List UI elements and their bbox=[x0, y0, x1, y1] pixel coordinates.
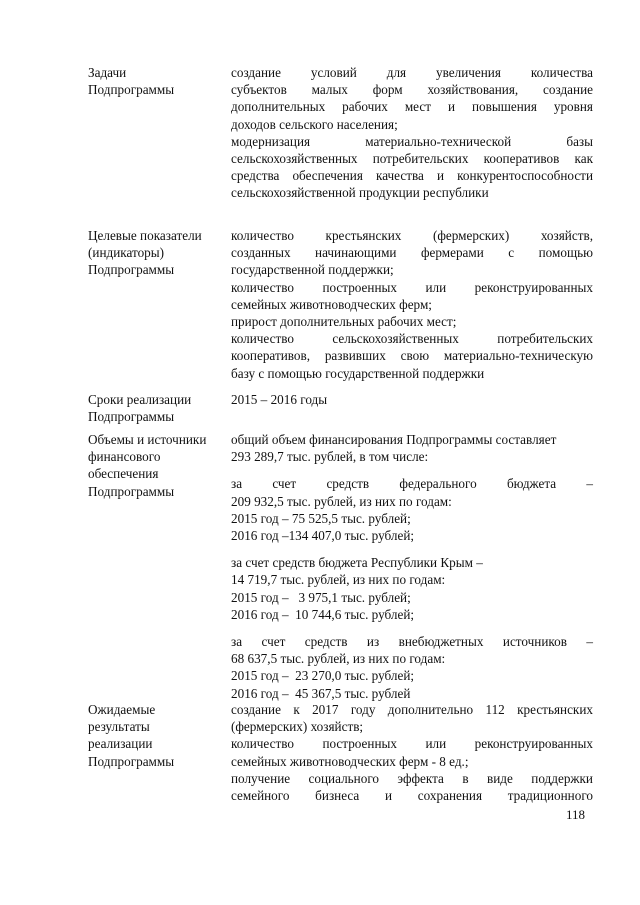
content-line: 2016 год – 10 744,6 тыс. рублей; bbox=[231, 606, 415, 622]
content-line: кооперативов, развивших свою материально-техническую bbox=[231, 348, 593, 364]
content-line: получение социального эффекта в виде поддержки bbox=[231, 770, 593, 786]
label-line: Подпрограммы bbox=[88, 483, 175, 499]
content-line: количество крестьянских (фермерских) хозяйств, bbox=[231, 228, 593, 243]
label-line: финансового bbox=[88, 449, 161, 465]
content-line: сельскохозяйственной продукции республики bbox=[231, 185, 489, 201]
label-line: Подпрограммы bbox=[88, 262, 175, 278]
label-line: (индикаторы) bbox=[88, 245, 165, 261]
content-line: количество сельскохозяйственных потребительских bbox=[231, 331, 593, 347]
label-line: Целевые показатели bbox=[88, 228, 202, 243]
section-timeline-content bbox=[231, 391, 593, 408]
label-line: обеспечения bbox=[88, 466, 159, 482]
section-indicators-content bbox=[231, 227, 593, 382]
content-line: 209 932,5 тыс. рублей, из них по годам: bbox=[231, 493, 452, 509]
content-line: за счет средств федерального бюджета – bbox=[231, 476, 593, 492]
page-number: 118 bbox=[566, 807, 586, 822]
section-funding-content bbox=[231, 431, 593, 702]
label-line: Ожидаемые bbox=[88, 702, 156, 717]
label-line: результаты bbox=[88, 719, 150, 735]
content-line: 2015 год – 23 270,0 тыс. рублей; bbox=[231, 668, 415, 684]
content-line: создание к 2017 году дополнительно 112 крестьянских bbox=[231, 702, 593, 717]
content-line: субъектов малых форм хозяйствования, создание bbox=[231, 82, 593, 98]
content-line: государственной поддержки; bbox=[231, 262, 394, 278]
content-line: дополнительных рабочих мест и повышения уровня bbox=[231, 99, 593, 115]
content-line: 68 637,5 тыс. рублей, из них по годам: bbox=[231, 651, 446, 667]
section-indicators-label bbox=[88, 227, 228, 279]
label-line: Подпрограммы bbox=[88, 82, 175, 98]
content-line: семейных животноводческих ферм - 8 ед.; bbox=[231, 753, 469, 769]
label-line: Подпрограммы bbox=[88, 753, 175, 769]
content-line: доходов сельского населения; bbox=[231, 116, 398, 132]
section-expected-results-content bbox=[231, 701, 593, 804]
section-tasks-content bbox=[231, 64, 593, 202]
content-line: количество построенных или реконструированных bbox=[231, 736, 593, 752]
label-line: реализации bbox=[88, 736, 153, 752]
content-line: сельскохозяйственных потребительских кооперативов как bbox=[231, 151, 593, 167]
content-line: 2016 год –134 407,0 тыс. рублей; bbox=[231, 528, 415, 544]
content-line: общий объем финансирования Подпрограммы составляет bbox=[231, 432, 557, 447]
content-line: 2015 год – 75 525,5 тыс. рублей; bbox=[231, 510, 411, 526]
content-line: 2016 год – 45 367,5 тыс. рублей bbox=[231, 685, 411, 701]
section-funding-label bbox=[88, 431, 228, 500]
content-line: количество построенных или реконструированных bbox=[231, 279, 593, 295]
content-line: 2015 – 2016 годы bbox=[231, 392, 328, 407]
content-line: за счет средств бюджета Республики Крым – bbox=[231, 555, 483, 571]
section-expected-results-label bbox=[88, 701, 228, 770]
content-line: 2015 год – 3 975,1 тыс. рублей; bbox=[231, 589, 411, 605]
section-tasks-label bbox=[88, 64, 228, 98]
section-timeline-label bbox=[88, 391, 228, 425]
content-line: средства обеспечения качества и конкурентоспособности bbox=[231, 168, 593, 184]
content-line: прирост дополнительных рабочих мест; bbox=[231, 314, 457, 330]
content-line: 293 289,7 тыс. рублей, в том числе: bbox=[231, 449, 429, 465]
label-line: Задачи bbox=[88, 65, 127, 80]
label-line: Объемы и источники bbox=[88, 432, 207, 447]
content-line: создание условий для увеличения количества bbox=[231, 65, 593, 80]
label-line: Подпрограммы bbox=[88, 409, 175, 425]
content-line: базу с помощью государственной поддержки bbox=[231, 365, 485, 381]
label-line: Сроки реализации bbox=[88, 392, 192, 407]
content-line: (фермерских) хозяйств; bbox=[231, 719, 364, 735]
content-line: 14 719,7 тыс. рублей, из них по годам: bbox=[231, 572, 446, 588]
content-line: семейных животноводческих ферм; bbox=[231, 296, 432, 312]
content-line: созданных начинающими фермерами с помощью bbox=[231, 245, 593, 261]
content-line: за счет средств из внебюджетных источников – bbox=[231, 634, 593, 650]
content-line: семейного бизнеса и сохранения традиционного bbox=[231, 788, 593, 804]
content-line: модернизация материально-технической базы bbox=[231, 133, 593, 149]
